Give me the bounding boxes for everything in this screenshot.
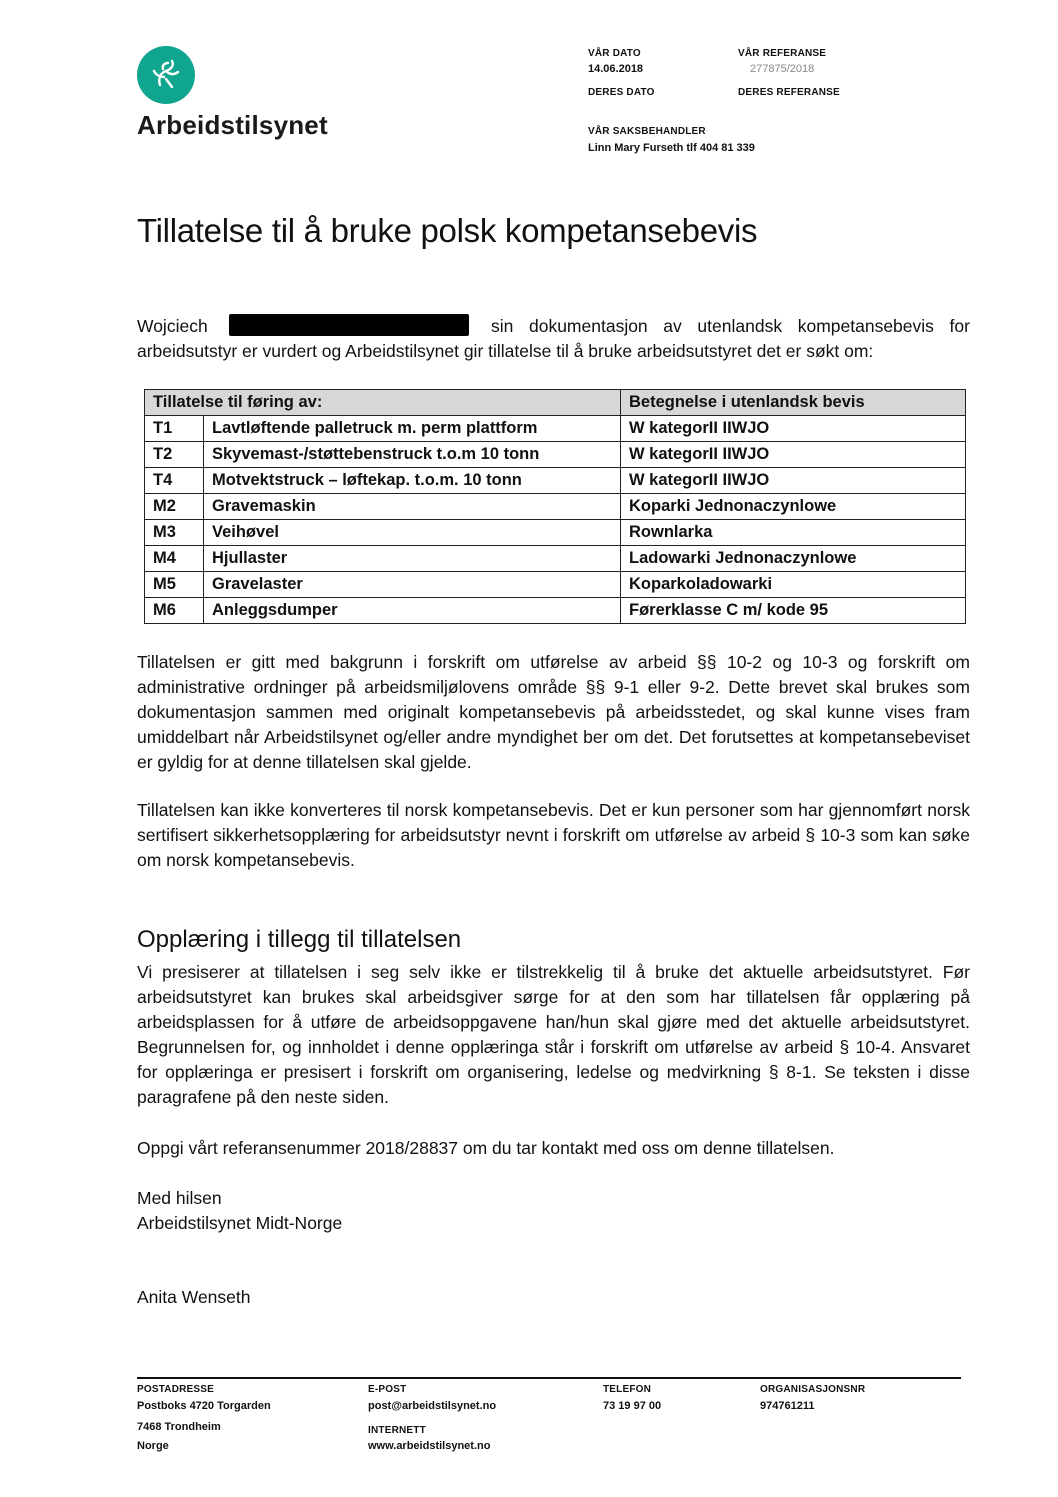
internett-link[interactable]: www.arbeidstilsynet.no	[368, 1440, 491, 1452]
deres-referanse-label: DERES REFERANSE	[738, 87, 840, 98]
table-row	[145, 598, 966, 624]
table-header-left: Tillatelse til føring av:	[145, 390, 621, 416]
equipment-code: M2	[145, 494, 204, 520]
section-heading: Opplæring i tillegg til tillatelsen	[137, 926, 462, 953]
postadresse-line-3: Norge	[137, 1440, 169, 1452]
table-header-row	[145, 390, 966, 416]
closing-block	[137, 1186, 342, 1236]
table-row	[145, 494, 966, 520]
saksbehandler: Linn Mary Furseth tlf 404 81 339	[588, 142, 755, 154]
intro-paragraph	[137, 314, 970, 364]
foreign-designation: W kategorII IIWJO	[621, 416, 966, 442]
equipment-code: M6	[145, 598, 204, 624]
document-title: Tillatelse til å bruke polsk kompetansebevis	[137, 212, 758, 249]
foreign-designation: Rownlarka	[621, 520, 966, 546]
logo-emblem	[137, 46, 195, 104]
redaction-block	[229, 314, 469, 336]
foreign-designation: W kategorII IIWJO	[621, 468, 966, 494]
applicant-name: Wojciech	[137, 316, 208, 336]
foreign-designation: Koparkoladowarki	[621, 572, 966, 598]
equipment-desc: Lavtløftende palletruck m. perm plattform	[204, 416, 621, 442]
var-dato-label: VÅR DATO	[588, 48, 641, 59]
telefon-label: TELEFON	[603, 1384, 652, 1395]
equipment-desc: Gravemaskin	[204, 494, 621, 520]
orgnr: 974761211	[760, 1400, 815, 1412]
equipment-desc: Veihøvel	[204, 520, 621, 546]
foreign-designation: Ladowarki Jednonaczynlowe	[621, 546, 966, 572]
equipment-code: M4	[145, 546, 204, 572]
table-row	[145, 468, 966, 494]
postadresse-line-1: Postboks 4720 Torgarden	[137, 1400, 271, 1412]
equipment-desc: Motvektstruck – løftekap. t.o.m. 10 tonn	[204, 468, 621, 494]
legal-basis-paragraph: Tillatelsen er gitt med bakgrunn i forskrift om utførelse av arbeid §§ 10-2 og 10-3 og forskrift om administrative ordninger på arbeidsmiljølovens område §§ 9-1 eller 9-2. Dette brevet skal brukes som dokumentasjon sammen med originalt kompetansebevis på arbeidsstedet, og skal kunne vises fram umiddelbart når Arbeidstilsynet og/eller andre myndighet ber om det. Det forutsettes at kompetansebeviset er gyldig for at denne tillatelsen skal gjelde.	[137, 652, 970, 772]
table-header-right: Betegnelse i utenlandsk bevis	[621, 390, 966, 416]
internett-label: INTERNETT	[368, 1425, 426, 1436]
greeting: Med hilsen	[137, 1188, 222, 1208]
equipment-desc: Skyvemast-/støttebenstruck t.o.m 10 tonn	[204, 442, 621, 468]
equipment-desc: Hjullaster	[204, 546, 621, 572]
equipment-desc: Gravelaster	[204, 572, 621, 598]
orgnr-label: ORGANISASJONSNR	[760, 1384, 866, 1395]
intro-text: sin dokumentasjon av utenlandsk kompetansebevis for arbeidsutstyr er vurdert og Arbeidstilsynet gir tillatelse til å bruke arbeidsutstyret det er søkt om:	[137, 316, 970, 361]
equipment-desc: Anleggsdumper	[204, 598, 621, 624]
foreign-designation: Koparki Jednonaczynlowe	[621, 494, 966, 520]
table-row	[145, 520, 966, 546]
conversion-paragraph: Tillatelsen kan ikke konverteres til norsk kompetansebevis. Det er kun personer som har gjennomført norsk sertifisert sikkerhetsopplæring for arbeidsutstyr nevnt i forskrift om utførelse av arbeid § 10-3 som kan søke om norsk kompetansebevis.	[137, 800, 970, 870]
telefon: 73 19 97 00	[603, 1400, 662, 1412]
table-row	[145, 442, 966, 468]
epost-label: E-POST	[368, 1384, 407, 1395]
postadresse-label: POSTADRESSE	[137, 1384, 215, 1395]
equipment-code: T4	[145, 468, 204, 494]
signer-name: Anita Wenseth	[137, 1287, 251, 1307]
permission-table	[144, 389, 966, 624]
lion-icon	[146, 55, 186, 95]
var-referanse-label: VÅR REFERANSE	[738, 48, 827, 59]
saksbehandler-label: VÅR SAKSBEHANDLER	[588, 126, 706, 137]
equipment-code: M5	[145, 572, 204, 598]
equipment-code: T1	[145, 416, 204, 442]
deres-dato-label: DERES DATO	[588, 87, 655, 98]
equipment-code: T2	[145, 442, 204, 468]
reference-paragraph: Oppgi vårt referansenummer 2018/28837 om du tar kontakt med oss om denne tillatelsen.	[137, 1138, 835, 1158]
equipment-code: M3	[145, 520, 204, 546]
table-row	[145, 546, 966, 572]
logo-name: Arbeidstilsynet	[137, 110, 328, 140]
sender-org: Arbeidstilsynet Midt-Norge	[137, 1213, 343, 1233]
footer-divider	[137, 1377, 961, 1379]
table-row	[145, 572, 966, 598]
table-row	[145, 416, 966, 442]
foreign-designation: W kategorII IIWJO	[621, 442, 966, 468]
var-dato: 14.06.2018	[588, 63, 644, 75]
training-paragraph: Vi presiserer at tillatelsen i seg selv ikke er tilstrekkelig til å bruke det aktuelle arbeidsutstyret. Før arbeidsutstyret kan brukes skal arbeidsgiver sørge for at den som har tillatelsen får opplæring på arbeidsplassen for å utføre de arbeidsoppgavene han/hun skal gjøre med det aktuelle arbeidsutstyret. Begrunnelsen for, og innholdet i denne opplæringa står i forskrift om utførelse av arbeid § 10-4. Ansvaret for opplæringa er presisert i forskrift om organisering, ledelse og medvirkning § 8-1. Se teksten i disse paragrafene på den neste siden.	[137, 962, 970, 1107]
postadresse-line-2: 7468 Trondheim	[137, 1421, 221, 1433]
var-referanse: 277875/2018	[750, 63, 815, 75]
foreign-designation: Førerklasse C m/ kode 95	[621, 598, 966, 624]
epost-link[interactable]: post@arbeidstilsynet.no	[368, 1400, 497, 1412]
